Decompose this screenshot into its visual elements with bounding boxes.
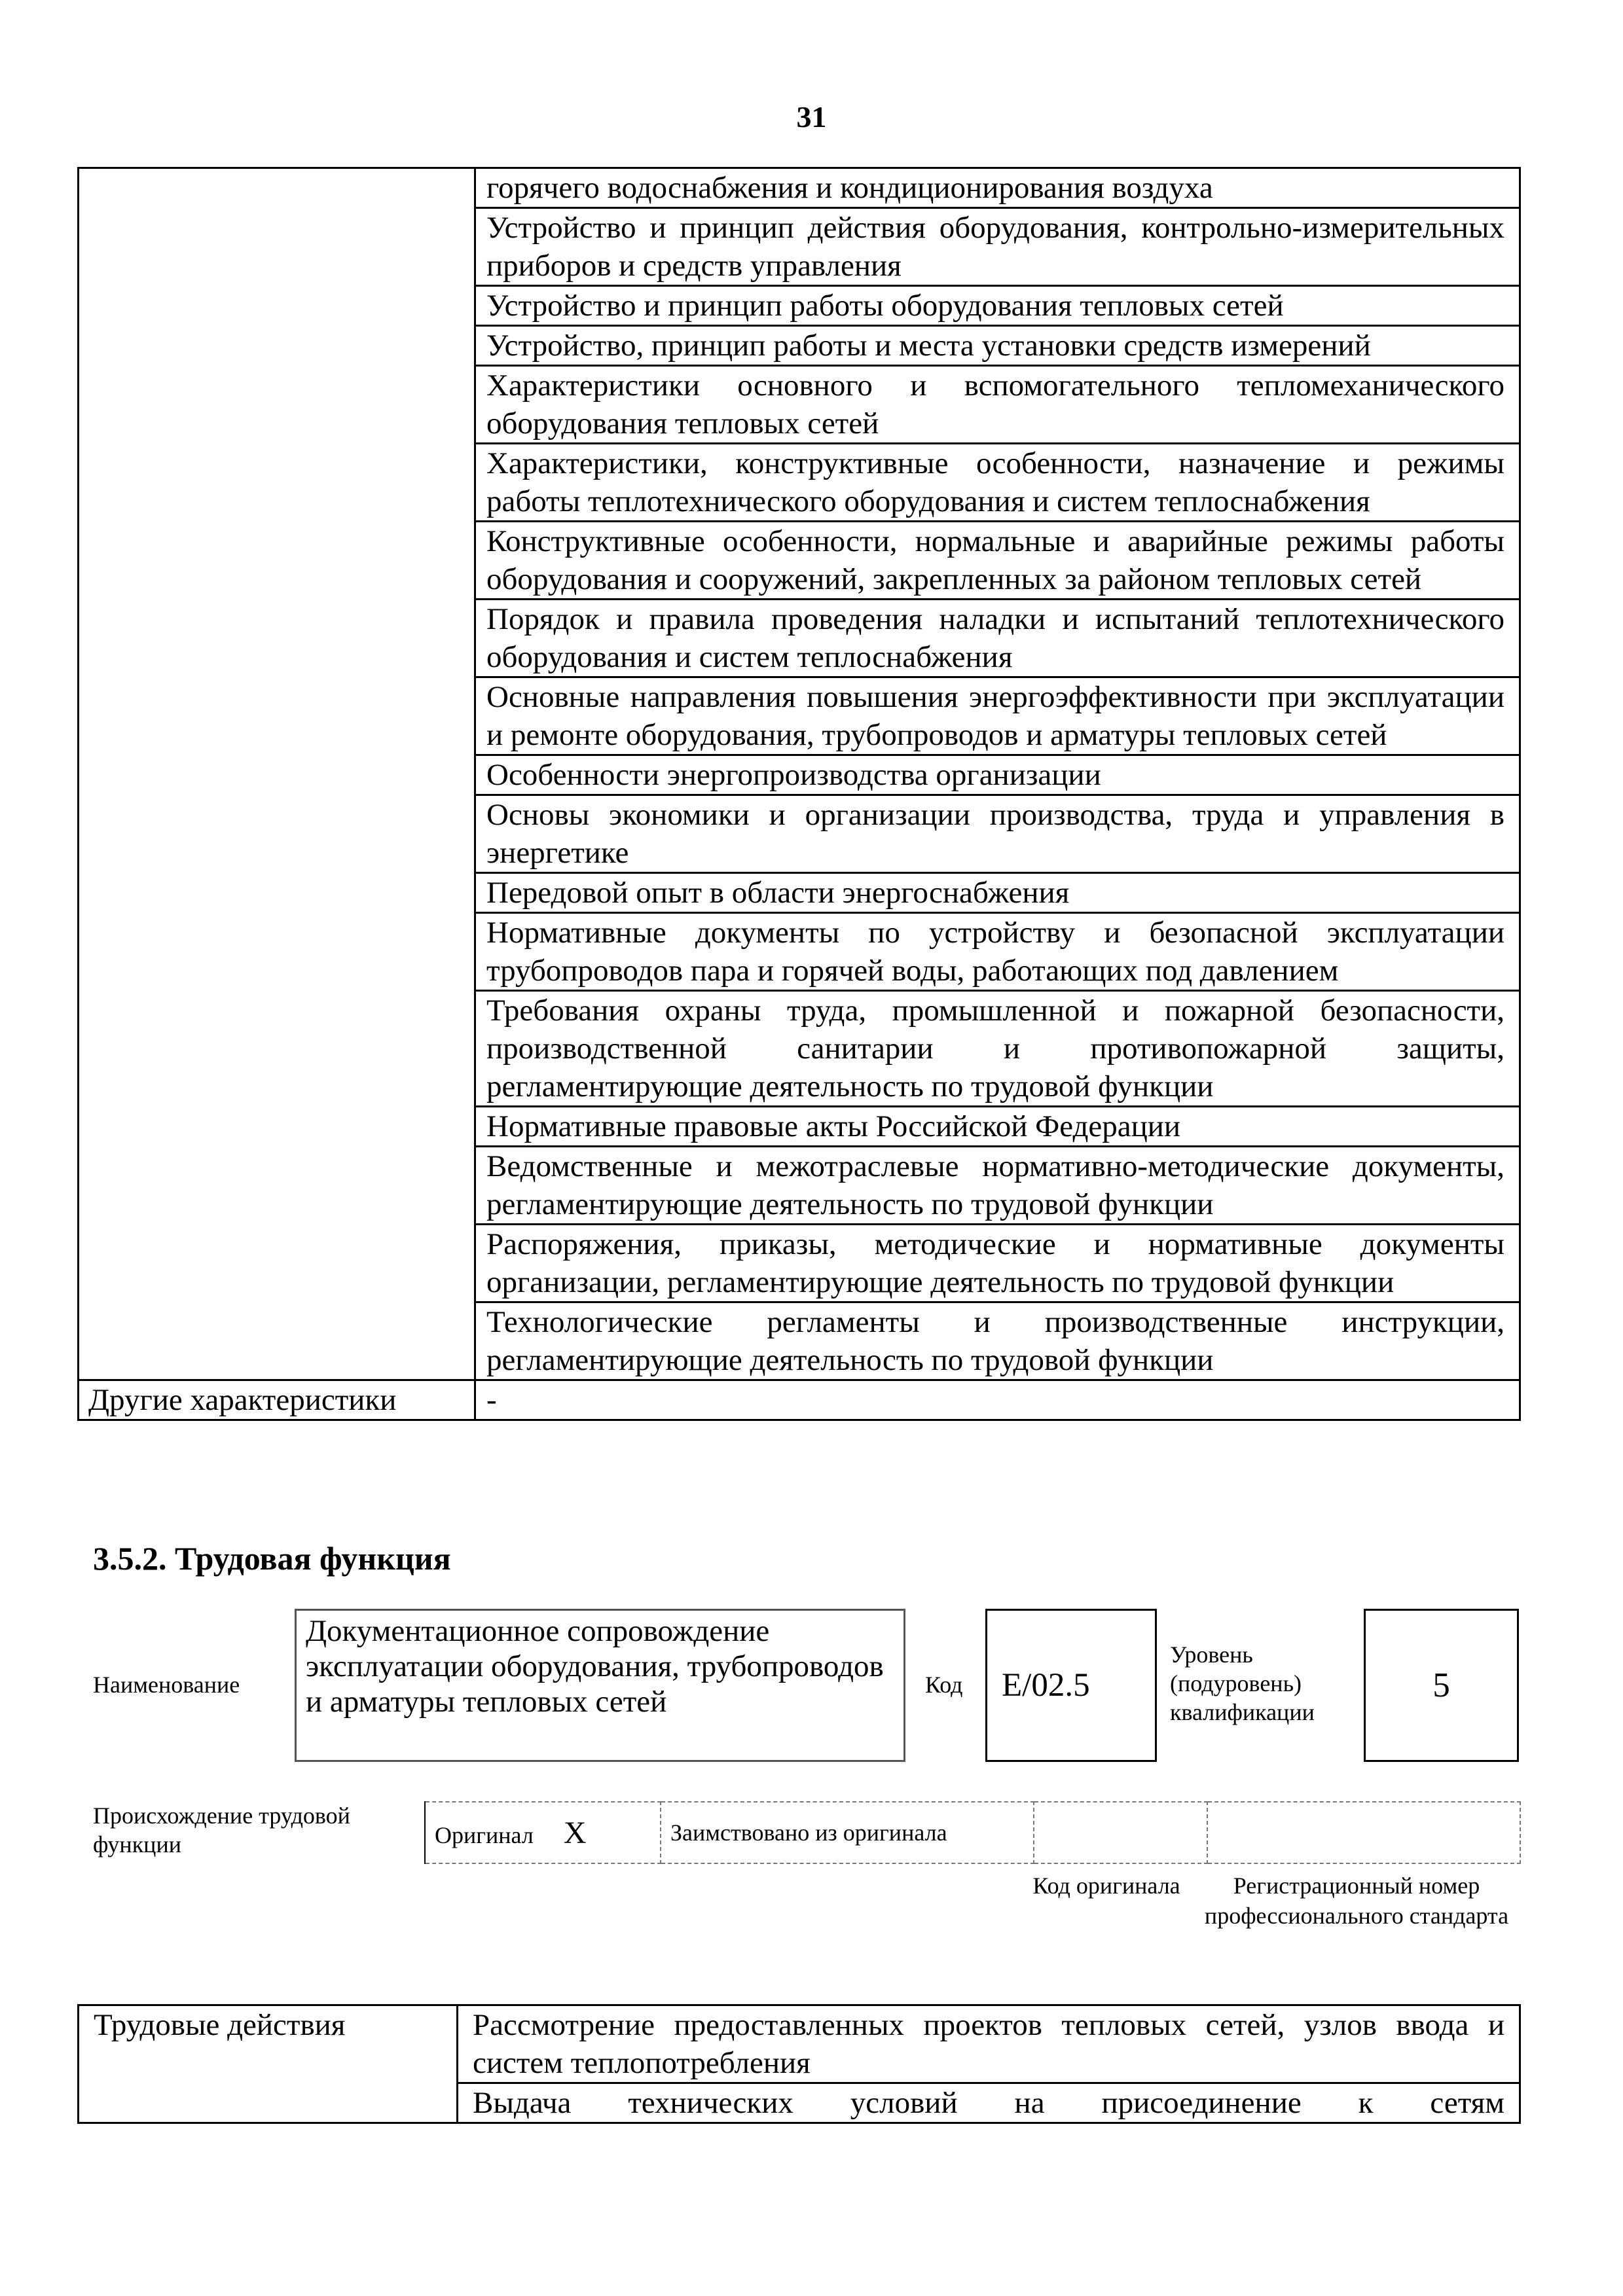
original-cell (425, 1802, 661, 1863)
section-title: 3.5.2. Трудовая функция (93, 1540, 451, 1577)
original-mark: X (563, 1815, 587, 1850)
table-cell: Ведомственные и межотраслевые нормативно-методические документы, регламентирующие деятельность по трудовой функции (475, 1147, 1520, 1225)
name-value: Документационное сопровождение эксплуатации оборудования, трубопроводов и арматуры тепловых сетей (306, 1614, 884, 1719)
original-label: Оригинал (435, 1821, 534, 1848)
table-cell: Рассмотрение предоставленных проектов тепловых сетей, узлов ввода и систем теплопотребления (458, 2005, 1520, 2083)
table-cell: Характеристики, конструктивные особенности, назначение и режимы работы теплотехнического оборудования и систем теплоснабжения (475, 444, 1520, 522)
labor-actions-table (77, 2004, 1521, 2124)
table-cell: Порядок и правила проведения наладки и испытаний теплотехнического оборудования и систем теплоснабжения (475, 600, 1520, 677)
table-cell: Нормативные правовые акты Российской Федерации (475, 1107, 1520, 1147)
table-cell: Требования охраны труда, промышленной и пожарной безопасности, производственной санитарии и противопожарной защиты, регламентирующие деятельность по трудовой функции (475, 991, 1520, 1107)
table-cell: Особенности энергопроизводства организации (475, 755, 1520, 795)
registration-number-cell (1207, 1802, 1520, 1863)
table-row (425, 1802, 1520, 1863)
code-value-box (985, 1609, 1157, 1762)
table-cell: Конструктивные особенности, нормальные и аварийные режимы работы оборудования и сооружений, закрепленных за районом тепловых сетей (475, 522, 1520, 600)
name-value-box (295, 1609, 905, 1762)
table-cell: Устройство, принцип работы и места установки средств измерений (475, 326, 1520, 366)
table-cell: Характеристики основного и вспомогательного тепломеханического оборудования тепловых сетей (475, 366, 1520, 444)
table-cell: Основы экономики и организации производства, труда и управления в энергетике (475, 795, 1520, 873)
original-code-caption: Код оригинала (1032, 1873, 1180, 1899)
registration-number-caption: Регистрационный номер профессионального стандарта (1204, 1873, 1509, 1929)
table-row (79, 2005, 1520, 2083)
table-cell: Устройство и принцип действия оборудования, контрольно-измерительных приборов и средств управления (475, 208, 1520, 286)
labor-actions-label: Трудовые действия (79, 2005, 458, 2123)
level-value: 5 (1432, 1666, 1450, 1704)
code-value: Е/02.5 (1002, 1667, 1090, 1704)
table-cell: Передовой опыт в области энергоснабжения (475, 873, 1520, 913)
code-label: Код (925, 1672, 963, 1698)
table-cell-empty (79, 168, 475, 1380)
table-row (79, 1380, 1520, 1420)
table-cell: Нормативные документы по устройству и безопасной эксплуатации трубопроводов пара и горячей воды, работающих под давлением (475, 913, 1520, 991)
origin-table (424, 1801, 1521, 1864)
other-characteristics-value: - (475, 1380, 1520, 1420)
level-label: Уровень (подуровень) квалификации (1170, 1641, 1315, 1725)
table-row (79, 168, 1520, 208)
table-cell: Устройство и принцип работы оборудования тепловых сетей (475, 286, 1520, 326)
table-cell: горячего водоснабжения и кондиционирования воздуха (475, 168, 1520, 208)
table-cell: Распоряжения, приказы, методические и нормативные документы организации, регламентирующие деятельность по трудовой функции (475, 1225, 1520, 1302)
origin-label: Происхождение трудовой функции (93, 1803, 350, 1857)
level-value-box (1364, 1609, 1519, 1762)
original-code-cell (1034, 1802, 1207, 1863)
table-cell: Выдача технических условий на присоединение к сетям (458, 2083, 1520, 2123)
other-characteristics-label: Другие характеристики (79, 1380, 475, 1420)
table-cell: Основные направления повышения энергоэффективности при эксплуатации и ремонте оборудования, трубопроводов и арматуры тепловых сетей (475, 677, 1520, 755)
table-cell: Технологические регламенты и производственные инструкции, регламентирующие деятельность по трудовой функции (475, 1302, 1520, 1380)
knowledge-table (77, 167, 1521, 1421)
name-label: Наименование (93, 1672, 240, 1698)
borrowed-label: Заимствовано из оригинала (661, 1802, 1034, 1863)
page-number: 31 (796, 100, 827, 134)
